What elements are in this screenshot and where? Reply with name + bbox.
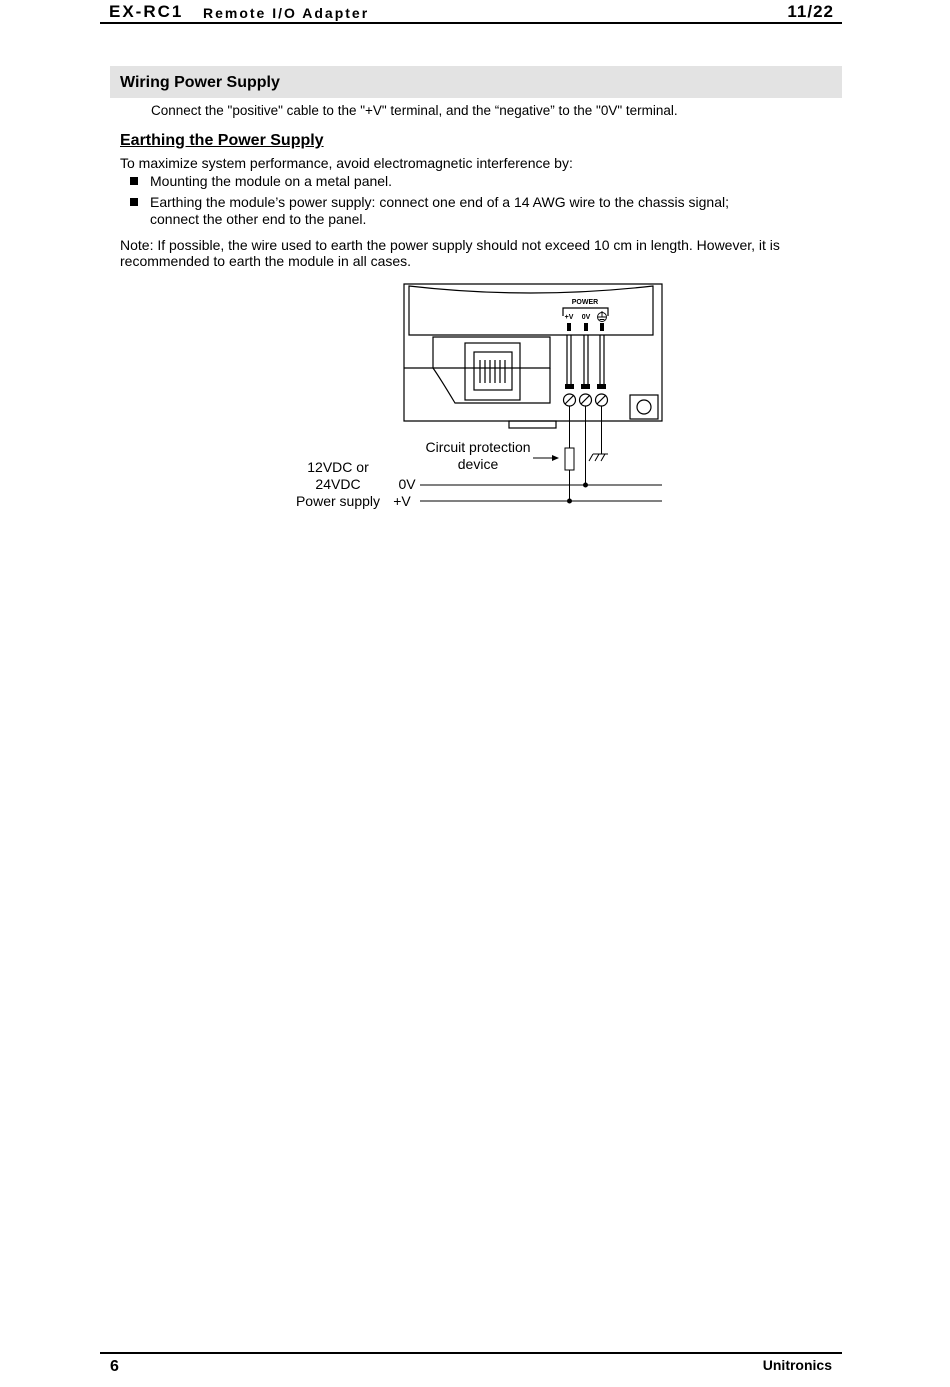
- terminal-label-0v: 0V: [581, 314, 591, 321]
- ground-icon: [598, 311, 607, 322]
- circuit-protection-device: [565, 448, 574, 470]
- mounting-hole: [630, 395, 658, 419]
- terminal-label-v: +V: [564, 314, 574, 321]
- note-line: Note: If possible, the wire used to earth the power supply should not exceed 10 cm in length. However, it is: [120, 237, 780, 253]
- list-item: [130, 173, 810, 190]
- supply-label: 12VDC or: [307, 459, 369, 475]
- square-bullet-icon: [130, 177, 138, 185]
- square-bullet-icon: [130, 198, 138, 206]
- supply-label: Power supply: [295, 493, 381, 509]
- wiring-instruction: Connect the "positive" cable to the "+V" terminal, and the “negative” to the "0V" terminal.: [151, 103, 678, 118]
- bullet-text: Mounting the module on a metal panel.: [150, 173, 393, 189]
- rail-v-label: +V: [393, 493, 411, 509]
- power-label: POWER: [571, 299, 599, 306]
- module-housing: [404, 284, 662, 421]
- earth-symbol: [589, 454, 608, 461]
- company-name: Unitronics: [762, 1357, 832, 1373]
- circuit-protection-label: device: [457, 456, 499, 472]
- arrow-icon: [552, 455, 559, 461]
- section-title: Wiring Power Supply: [120, 74, 280, 91]
- list-item: [130, 194, 810, 228]
- wiring-diagram: [280, 280, 680, 520]
- module-top-panel: [409, 286, 653, 335]
- bullet-text: Earthing the module’s power supply: connect one end of a 14 AWG wire to the chassis signal;: [150, 194, 729, 210]
- earthing-note: [120, 237, 820, 269]
- rail-0v-label: 0V: [398, 476, 416, 492]
- product-name: EX-RC1: [109, 2, 184, 21]
- circuit-protection-label: Circuit protection: [425, 439, 531, 455]
- page-number: 6: [110, 1358, 119, 1375]
- earthing-intro: To maximize system performance, avoid electromagnetic interference by:: [120, 155, 573, 171]
- earthing-heading: Earthing the Power Supply: [120, 132, 324, 149]
- document-date: 11/22: [787, 2, 834, 21]
- page-footer: [100, 1352, 842, 1375]
- note-line: recommended to earth the module in all cases.: [120, 253, 412, 269]
- supply-label: 24VDC: [315, 476, 361, 492]
- section-bar-wiring: [110, 66, 842, 98]
- terminal-screws: [564, 394, 608, 406]
- page-header: [100, 2, 842, 24]
- earthing-bullet-list: [130, 173, 810, 232]
- bullet-text-continued: connect the other end to the panel.: [150, 211, 367, 227]
- din-clip: [509, 421, 556, 428]
- document-title: Remote I/O Adapter: [203, 5, 370, 21]
